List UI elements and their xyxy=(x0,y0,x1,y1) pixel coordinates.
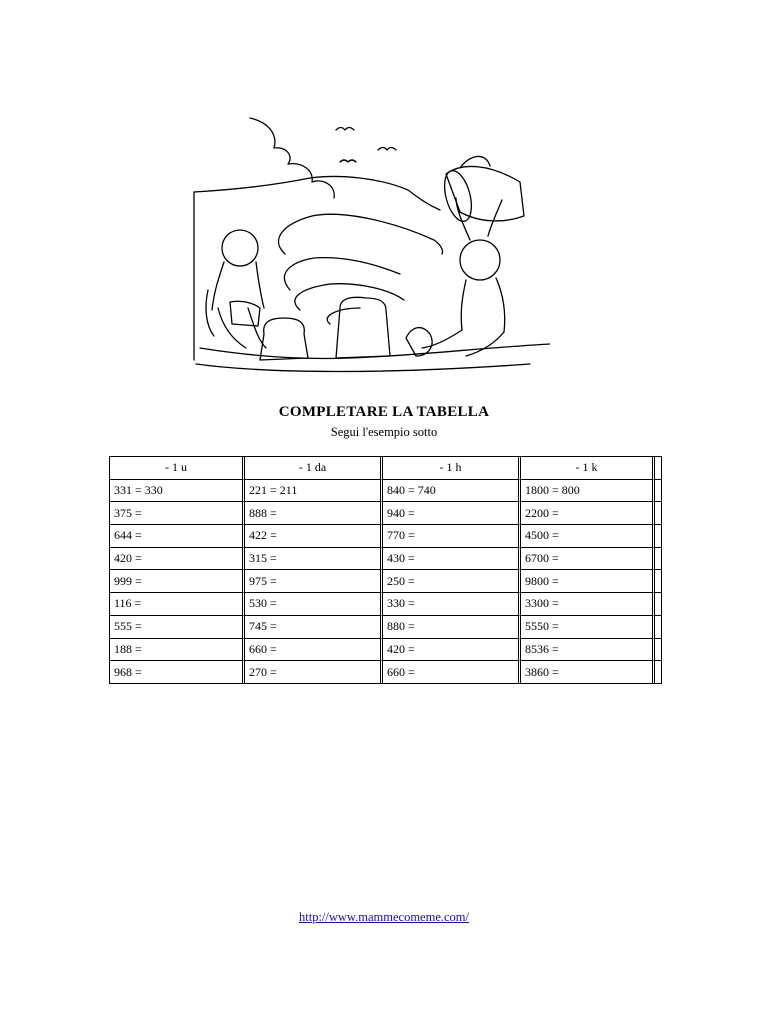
table-cell: 3860 = xyxy=(521,661,655,683)
table-cell: 188 = xyxy=(110,639,245,662)
header-hundreds: - 1 h xyxy=(383,457,521,480)
table-row xyxy=(110,525,661,548)
table-row xyxy=(110,661,661,683)
table-row xyxy=(110,593,661,616)
table-cell: 880 = xyxy=(383,616,521,639)
table-cell: 4500 = xyxy=(521,525,655,548)
table-cell: 116 = xyxy=(110,593,245,616)
girl-head xyxy=(222,230,258,266)
table-cell: 2200 = xyxy=(521,502,655,525)
table-cell: 420 = xyxy=(383,639,521,662)
table-row xyxy=(110,639,661,662)
worksheet-title: COMPLETARE LA TABELLA xyxy=(278,404,490,420)
subtraction-table xyxy=(109,456,662,684)
table-cell: 420 = xyxy=(110,548,245,571)
table-cell: 660 = xyxy=(383,661,521,683)
header-units: - 1 u xyxy=(110,457,245,480)
girl-bucket xyxy=(230,301,260,326)
table-cell: 331 = 330 xyxy=(110,480,245,503)
table-cell: 422 = xyxy=(245,525,383,548)
bird-icon xyxy=(340,160,356,162)
table-cell: 888 = xyxy=(245,502,383,525)
sandcastle xyxy=(260,318,308,360)
header-thousands: - 1 k xyxy=(521,457,655,480)
table-header-row xyxy=(110,457,661,480)
table-cell: 999 = xyxy=(110,570,245,593)
header-tens: - 1 da xyxy=(245,457,383,480)
table-cell: 660 = xyxy=(245,639,383,662)
table-row xyxy=(110,502,661,525)
sandcastle xyxy=(336,297,390,358)
boy-head xyxy=(460,240,500,280)
table-row xyxy=(110,480,661,503)
beach-illustration xyxy=(190,112,550,374)
table-cell: 9800 = xyxy=(521,570,655,593)
table-cell: 6700 = xyxy=(521,548,655,571)
table-cell: 840 = 740 xyxy=(383,480,521,503)
table-cell: 968 = xyxy=(110,661,245,683)
worksheet-subtitle: Segui l'esempio sotto xyxy=(330,425,438,439)
table-cell: 315 = xyxy=(245,548,383,571)
table-cell: 330 = xyxy=(383,593,521,616)
table-cell: 250 = xyxy=(383,570,521,593)
table-cell: 270 = xyxy=(245,661,383,683)
website-link[interactable]: http://www.mammecomeme.com/ xyxy=(299,910,469,924)
table-cell: 3300 = xyxy=(521,593,655,616)
bird-icon xyxy=(336,128,354,131)
table-cell: 430 = xyxy=(383,548,521,571)
table-cell: 221 = 211 xyxy=(245,480,383,503)
boy-foot xyxy=(406,328,432,356)
table-cell: 530 = xyxy=(245,593,383,616)
table-cell: 5550 = xyxy=(521,616,655,639)
table-cell: 644 = xyxy=(110,525,245,548)
table-row xyxy=(110,570,661,593)
bird-icon xyxy=(378,148,396,151)
table-cell: 940 = xyxy=(383,502,521,525)
table-row xyxy=(110,548,661,571)
table-cell: 745 = xyxy=(245,616,383,639)
table-cell: 1800 = 800 xyxy=(521,480,655,503)
boy-bucket xyxy=(446,166,524,221)
table-cell: 975 = xyxy=(245,570,383,593)
table-cell: 770 = xyxy=(383,525,521,548)
table-cell: 8536 = xyxy=(521,639,655,662)
table-cell: 555 = xyxy=(110,616,245,639)
table-cell: 375 = xyxy=(110,502,245,525)
table-row xyxy=(110,616,661,639)
